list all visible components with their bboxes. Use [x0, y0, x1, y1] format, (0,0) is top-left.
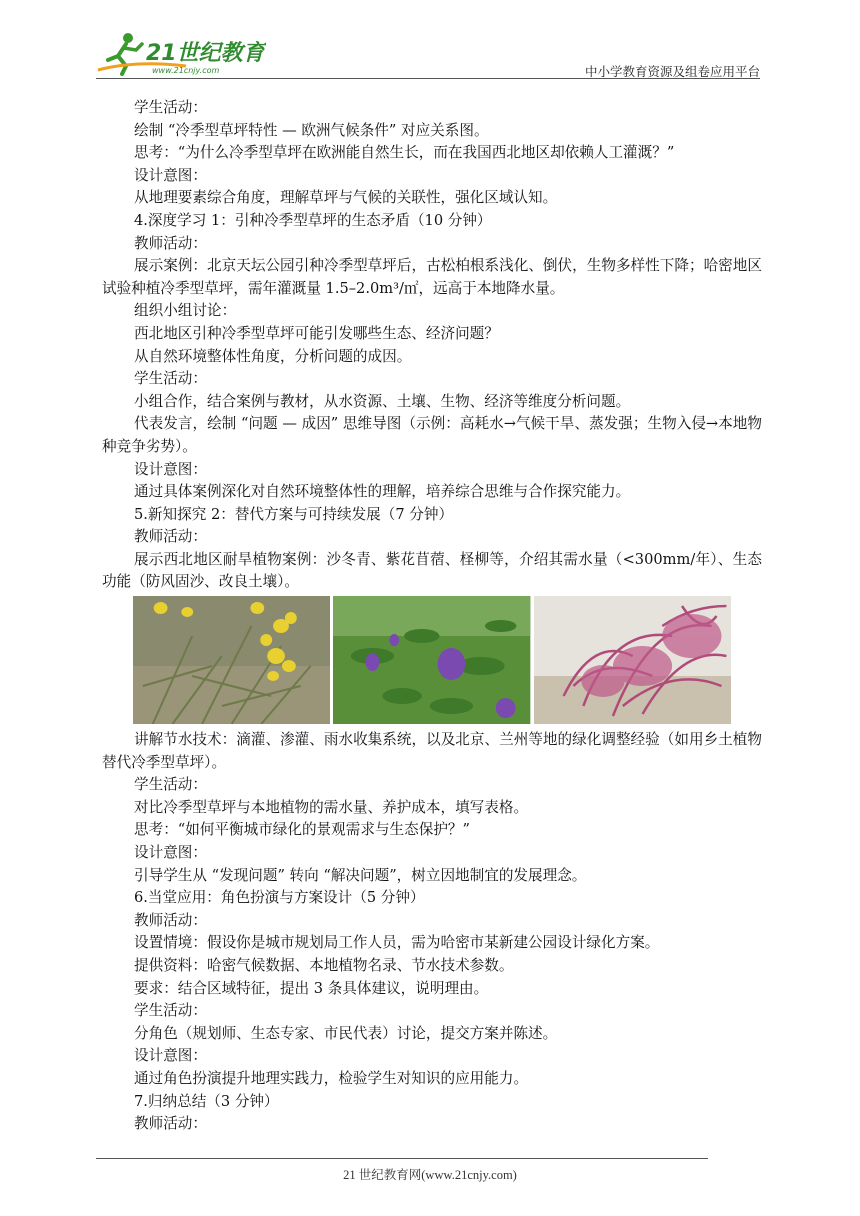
text-line: 设置情境：假设你是城市规划局工作人员，需为哈密市某新建公园设计绿化方案。 [134, 934, 660, 952]
purple-alfalfa-photo [333, 596, 530, 724]
section-heading: 4.深度学习 1：引种冷季型草坪的生态矛盾（10 分钟） [134, 211, 492, 229]
text-paragraph: 代表发言，绘制 “问题 — 成因” 思维导图（示例：高耗水→气候干旱、蒸发强；生物入侵→本地物种竞争劣势）。 [102, 415, 762, 455]
text-line: 思考：“如何平衡城市绿化的景观需求与生态保护？” [134, 821, 470, 839]
text-line: 要求：结合区域特征，提出 3 条具体建议，说明理由。 [134, 979, 489, 997]
site-logo [96, 30, 266, 76]
text-line: 通过具体案例深化对自然环境整体性的理解，培养综合思维与合作探究能力。 [134, 483, 631, 501]
text-line: 提供资料：哈密气候数据、本地植物名录、节水技术参数。 [134, 956, 514, 974]
text-line: 设计意图： [134, 1047, 207, 1065]
text-paragraph: 展示案例：北京天坛公园引种冷季型草坪后，古松柏根系浅化、倒伏，生物多样性下降；哈密地区试验种植冷季型草坪，需年灌溉量 1.5–2.0m³/㎡，远高于本地降水量。 [102, 257, 762, 297]
footer-divider [96, 1158, 708, 1159]
platform-title: 中小学教育资源及组卷应用平台 [584, 64, 760, 79]
svg-text:21世纪教育: 21世纪教育 [146, 41, 265, 66]
text-line: 教师活动： [134, 234, 207, 252]
text-line: 教师活动： [134, 528, 207, 546]
text-line: 教师活动： [134, 1115, 207, 1133]
section-heading: 7.归纳总结（3 分钟） [134, 1092, 279, 1110]
text-line: 学生活动： [134, 776, 207, 794]
text-line: 学生活动： [134, 99, 207, 116]
text-line: 教师活动： [134, 911, 207, 929]
text-line: 学生活动： [134, 370, 207, 388]
text-line: 对比冷季型草坪与本地植物的需水量、养护成本，填写表格。 [134, 798, 529, 816]
text-line: 从地理要素综合角度，理解草坪与气候的关联性，强化区域认知。 [134, 189, 558, 207]
text-paragraph: 讲解节水技术：滴灌、渗灌、雨水收集系统，以及北京、兰州等地的绿化调整经验（如用乡土植物替代冷季型草坪）。 [102, 731, 762, 771]
lesson-content-top [102, 97, 762, 594]
text-line: 小组合作，结合案例与教材，从水资源、土壤、生物、经济等维度分析问题。 [134, 392, 631, 410]
text-line: 设计意图： [134, 843, 207, 861]
page-footer: 21 世纪教育网(www.21cnjy.com) [343, 1168, 517, 1182]
text-line: 组织小组讨论： [134, 302, 237, 320]
section-heading: 5.新知探究 2：替代方案与可持续发展（7 分钟） [134, 505, 454, 523]
page-header [96, 30, 760, 80]
text-line: 学生活动： [134, 1002, 207, 1020]
text-line: 设计意图： [134, 460, 207, 478]
text-paragraph: 展示西北地区耐旱植物案例：沙冬青、紫花苜蓿、柽柳等，介绍其需水量（<300mm/年）、生态功能（防风固沙、改良土壤）。 [102, 550, 762, 591]
text-line: 从自然环境整体性角度，分析问题的成因。 [134, 347, 412, 365]
text-line: 思考：“为什么冷季型草坪在欧洲能自然生长，而在我国西北地区却依赖人工灌溉？” [134, 144, 675, 162]
text-line: 西北地区引种冷季型草坪可能引发哪些生态、经济问题？ [134, 324, 499, 342]
svg-text:www.21cnjy.com: www.21cnjy.com [152, 66, 220, 75]
runner-logo-icon [96, 30, 266, 76]
header-divider [96, 78, 760, 79]
text-line: 引导学生从 “发现问题” 转向 “解决问题”，树立因地制宜的发展理念。 [134, 866, 587, 884]
text-line: 分角色（规划师、生态专家、市民代表）讨论，提交方案并陈述。 [134, 1024, 558, 1042]
lesson-content-bottom [102, 729, 762, 1136]
yellow-flower-photo [133, 596, 330, 724]
text-line: 绘制 “冷季型草坪特性 — 欧洲气候条件” 对应关系图。 [134, 121, 489, 139]
text-line: 设计意图： [134, 166, 207, 184]
section-heading: 6.当堂应用：角色扮演与方案设计（5 分钟） [134, 889, 425, 907]
text-line: 通过角色扮演提升地理实践力，检验学生对知识的应用能力。 [134, 1069, 529, 1087]
plant-photos [133, 596, 731, 724]
tamarisk-photo [534, 596, 731, 724]
